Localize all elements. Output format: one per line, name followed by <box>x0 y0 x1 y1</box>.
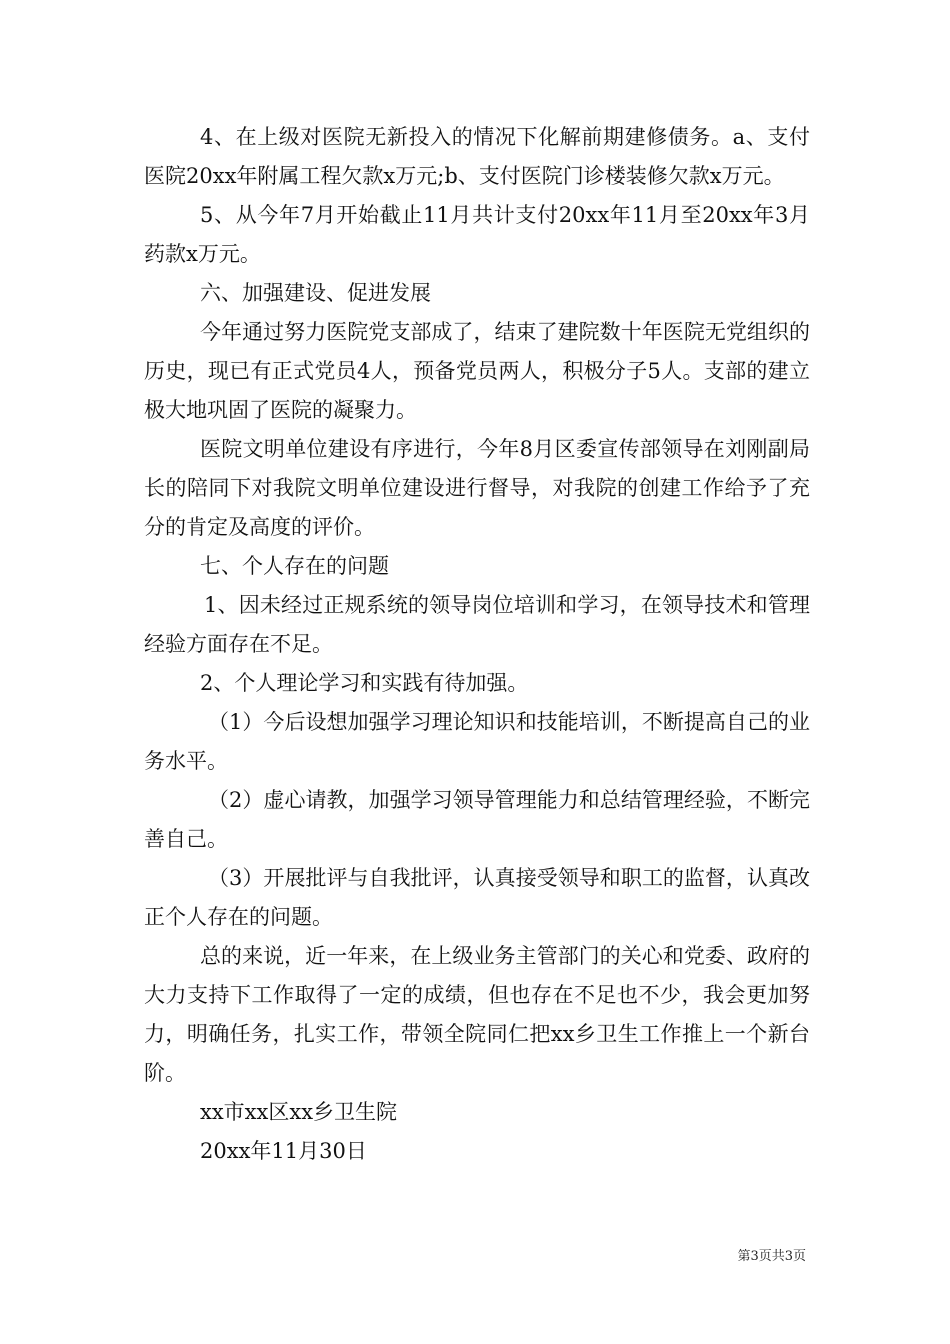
paragraph-debt: 4、在上级对医院无新投入的情况下化解前期建修债务。a、支付医院20xx年附属工程欠款x万元;b、支付医院门诊楼装修欠款x万元。 <box>144 125 810 188</box>
paragraph-problem-2: 2、个人理论学习和实践有待加强。 <box>200 671 529 695</box>
section-heading-construction: 六、加强建设、促进发展 <box>200 281 431 305</box>
signature-organization: xx市xx区xx乡卫生院 <box>200 1100 398 1124</box>
paragraph-plan-1: （1）今后设想加强学习理论知识和技能培训，不断提高自己的业务水平。 <box>144 710 810 773</box>
page-number: 第3页共3页 <box>737 1249 806 1264</box>
signature-date: 20xx年11月30日 <box>200 1139 367 1163</box>
section-heading-problems: 七、个人存在的问题 <box>200 554 389 578</box>
paragraph-summary: 总的来说，近一年来，在上级业务主管部门的关心和党委、政府的大力支持下工作取得了一定的成绩，但也存在不足也不少，我会更加努力，明确任务，扎实工作，带领全院同仁把xx乡卫生工作推上一个新台阶。 <box>144 944 810 1085</box>
document-body <box>144 118 810 1171</box>
paragraph-civilized-unit: 医院文明单位建设有序进行，今年8月区委宣传部领导在刘刚副局长的陪同下对我院文明单位建设进行督导，对我院的创建工作给予了充分的肯定及高度的评价。 <box>144 437 810 539</box>
paragraph-medicine-payment: 5、从今年7月开始截止11月共计支付20xx年11月至20xx年3月药款x万元。 <box>144 203 810 266</box>
paragraph-party-branch: 今年通过努力医院党支部成了，结束了建院数十年医院无党组织的历史，现已有正式党员4人，预备党员两人，积极分子5人。支部的建立极大地巩固了医院的凝聚力。 <box>144 320 810 422</box>
paragraph-problem-1: 1、因未经过正规系统的领导岗位培训和学习，在领导技术和管理经验方面存在不足。 <box>144 593 810 656</box>
paragraph-plan-3: （3）开展批评与自我批评，认真接受领导和职工的监督，认真改正个人存在的问题。 <box>144 866 810 929</box>
paragraph-plan-2: （2）虚心请教，加强学习领导管理能力和总结管理经验，不断完善自己。 <box>144 788 810 851</box>
